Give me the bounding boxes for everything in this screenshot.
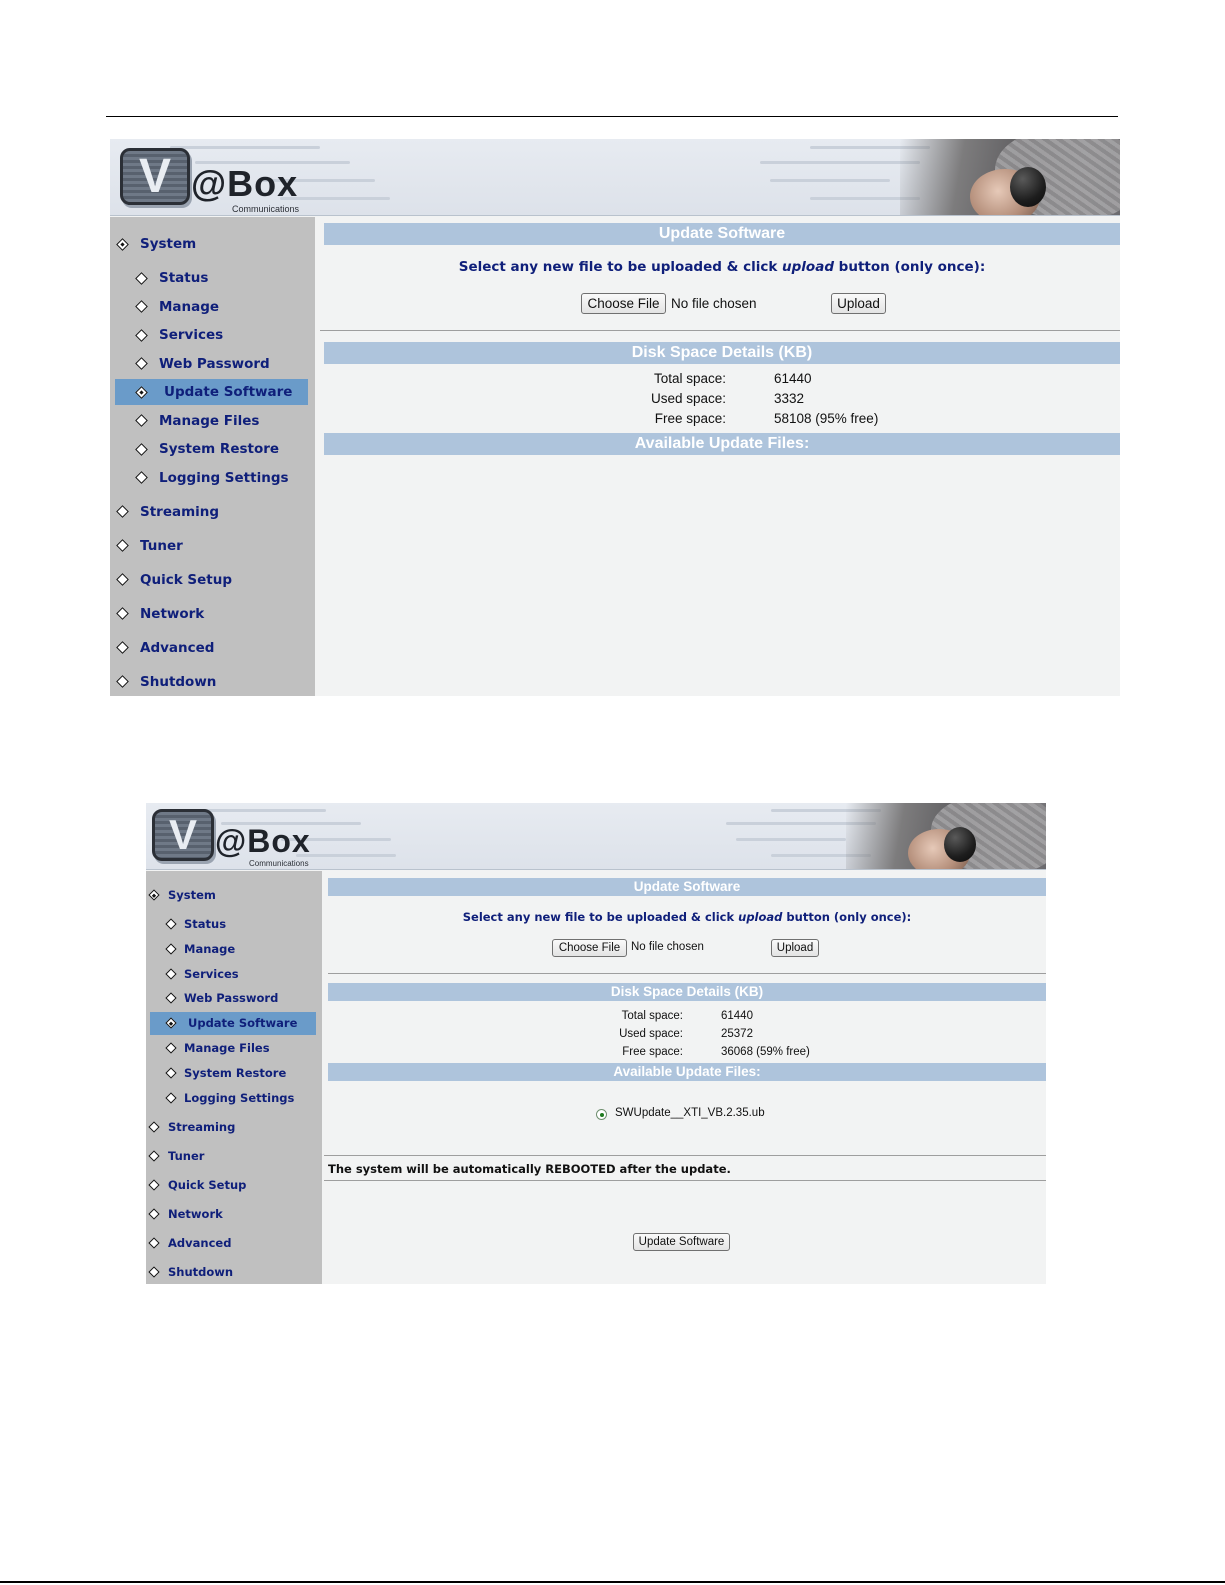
banner-photo: [900, 139, 1120, 215]
available-files-title: Available Update Files:: [324, 433, 1120, 455]
update-file-radio[interactable]: [596, 1109, 607, 1120]
diamond-icon: [135, 414, 148, 427]
sidebar-item-label: System Restore: [184, 1065, 287, 1080]
screenshot-before-upload: [110, 139, 1120, 696]
sidebar-item-advanced[interactable]: [146, 1231, 322, 1254]
sidebar-item-label: Status: [159, 270, 209, 286]
disk-labels: [596, 369, 726, 429]
divider: [328, 973, 1046, 974]
sidebar-item-label: Streaming: [140, 503, 220, 520]
section-title: Update Software: [324, 223, 1120, 245]
diamond-icon: [165, 1042, 176, 1053]
disk-space-title: Disk Space Details (KB): [324, 342, 1120, 364]
logo-mark: V: [152, 809, 214, 861]
diamond-icon: [116, 238, 129, 251]
sidebar-item-label: Manage Files: [159, 412, 260, 429]
choose-file-button[interactable]: Choose File: [552, 939, 627, 957]
used-space-label: Used space:: [619, 1028, 683, 1040]
sidebar-item-label: Streaming: [168, 1119, 236, 1134]
sidebar-item-label: Manage: [159, 298, 220, 315]
sidebar-item-label: Logging Settings: [159, 469, 289, 486]
diamond-icon: [165, 993, 176, 1004]
section-title: Update Software: [328, 878, 1046, 896]
sidebar-item-label: Shutdown: [140, 673, 217, 690]
sidebar-item-label: Network: [140, 605, 205, 622]
disk-values: [721, 1007, 810, 1061]
diamond-icon: [135, 471, 148, 484]
diamond-icon: [148, 1266, 159, 1277]
sidebar-item-tuner[interactable]: [110, 533, 315, 559]
sidebar-item-system[interactable]: [110, 231, 315, 257]
available-files-title: Available Update Files:: [328, 1063, 1046, 1081]
sidebar-item-manage-files[interactable]: [110, 408, 315, 434]
sidebar-item-shutdown[interactable]: [146, 1260, 322, 1283]
sidebar-item-services[interactable]: [146, 962, 322, 985]
sidebar-item-label: Web Password: [159, 355, 270, 372]
sidebar-item-logging-settings[interactable]: [146, 1086, 322, 1109]
page-top-rule: [106, 116, 1118, 117]
header-banner: [146, 803, 1046, 870]
header-banner: [110, 139, 1120, 216]
sidebar-item-system-restore[interactable]: [146, 1061, 322, 1084]
sidebar-item-label: Network: [168, 1206, 223, 1221]
sidebar-item-label: Tuner: [168, 1148, 205, 1163]
diamond-icon: [116, 675, 129, 688]
divider: [324, 1155, 1046, 1156]
disk-space-title: Disk Space Details (KB): [328, 983, 1046, 1001]
diamond-icon: [135, 386, 148, 399]
diamond-icon: [148, 1179, 159, 1190]
diamond-icon: [116, 505, 129, 518]
sidebar-item-label: Web Password: [184, 991, 279, 1006]
diamond-icon: [165, 968, 176, 979]
diamond-icon: [165, 943, 176, 954]
sidebar-item-services[interactable]: [110, 322, 315, 348]
diamond-icon: [148, 1121, 159, 1132]
divider: [320, 330, 1120, 331]
sidebar-item-label: Advanced: [168, 1235, 232, 1250]
diamond-icon: [165, 918, 176, 929]
diamond-icon: [148, 889, 159, 900]
used-space-value: 3332: [774, 391, 805, 406]
total-space-value: 61440: [721, 1010, 753, 1022]
used-space-value: 25372: [721, 1028, 753, 1040]
sidebar-item-label: System: [140, 236, 197, 252]
upload-instructions: Select any new file to be uploaded & click upload button (only once):: [458, 259, 986, 275]
sidebar-item-streaming[interactable]: [146, 1115, 322, 1138]
sidebar-item-label: Tuner: [140, 537, 183, 554]
sidebar-item-manage[interactable]: [110, 294, 315, 320]
upload-button[interactable]: Upload: [771, 939, 819, 957]
disk-values: [774, 369, 878, 429]
sidebar-item-manage[interactable]: [146, 937, 322, 960]
sidebar: [146, 871, 322, 1284]
sidebar-item-status[interactable]: [146, 913, 322, 936]
sidebar: [110, 217, 315, 696]
used-space-label: Used space:: [650, 391, 726, 406]
diamond-icon: [135, 357, 148, 370]
sidebar-item-shutdown[interactable]: [110, 669, 315, 695]
free-space-value: 36068 (59% free): [721, 1046, 810, 1058]
sidebar-item-update-software[interactable]: [150, 1012, 316, 1035]
sidebar-item-label: Status: [184, 917, 227, 931]
divider: [324, 1180, 1046, 1181]
sidebar-item-web-password[interactable]: [110, 351, 315, 377]
reboot-notice: The system will be automatically REBOOTED after the update.: [328, 1162, 731, 1176]
diamond-icon: [116, 641, 129, 654]
diamond-icon: [135, 272, 148, 285]
logo-tagline: Communications: [232, 204, 300, 214]
free-space-label: Free space:: [654, 411, 726, 426]
logo-tagline: Communications: [249, 859, 309, 868]
sidebar-item-system-restore[interactable]: [110, 436, 315, 462]
sidebar-item-advanced[interactable]: [110, 635, 315, 661]
sidebar-item-label: Update Software: [188, 1016, 298, 1031]
sidebar-item-web-password[interactable]: [146, 987, 322, 1010]
banner-photo: [846, 803, 1046, 869]
diamond-icon: [148, 1208, 159, 1219]
update-software-button[interactable]: Update Software: [633, 1233, 730, 1251]
sidebar-item-label: Quick Setup: [168, 1177, 247, 1192]
sidebar-item-quick-setup[interactable]: [110, 567, 315, 593]
sidebar-item-update-software[interactable]: [115, 379, 308, 405]
diamond-icon: [116, 573, 129, 586]
logo-name: @Box: [215, 823, 311, 859]
diamond-icon: [135, 443, 148, 456]
sidebar-item-network[interactable]: [110, 601, 315, 627]
logo-mark: V: [120, 148, 190, 205]
diamond-icon: [135, 329, 148, 342]
sidebar-item-system[interactable]: [146, 884, 322, 907]
sidebar-item-label: Advanced: [140, 639, 215, 656]
sidebar-item-label: Services: [159, 327, 224, 343]
free-space-value: 58108 (95% free): [774, 411, 879, 426]
diamond-icon: [116, 607, 129, 620]
update-file-name: SWUpdate__XTI_VB.2.35.ub: [615, 1107, 765, 1119]
sidebar-item-label: Services: [184, 966, 239, 981]
diamond-icon: [148, 1237, 159, 1248]
page-bottom-rule: [0, 1581, 1225, 1583]
sidebar-item-label: Manage: [184, 941, 236, 956]
sidebar-item-tuner[interactable]: [146, 1144, 322, 1167]
free-space-label: Free space:: [622, 1046, 683, 1058]
sidebar-item-label: Update Software: [164, 384, 293, 400]
screenshot-with-update-file: [146, 803, 1046, 1284]
sidebar-item-network[interactable]: [146, 1202, 322, 1225]
disk-labels: [568, 1007, 683, 1061]
diamond-icon: [165, 1067, 176, 1078]
diamond-icon: [148, 1150, 159, 1161]
sidebar-item-label: System: [168, 888, 216, 902]
sidebar-item-label: Shutdown: [168, 1264, 234, 1279]
upload-instructions: Select any new file to be uploaded & click upload button (only once):: [462, 910, 912, 924]
total-space-label: Total space:: [621, 1010, 683, 1022]
sidebar-item-label: Logging Settings: [184, 1090, 295, 1105]
sidebar-item-label: Quick Setup: [140, 571, 233, 588]
file-status-text: No file chosen: [671, 296, 757, 311]
main-content: [324, 217, 1120, 696]
sidebar-item-label: Manage Files: [184, 1041, 270, 1055]
diamond-icon: [135, 300, 148, 313]
sidebar-item-manage-files[interactable]: [146, 1037, 322, 1060]
upload-button[interactable]: Upload: [831, 293, 886, 314]
total-space-label: Total space:: [653, 371, 726, 386]
sidebar-item-streaming[interactable]: [110, 499, 315, 525]
sidebar-item-quick-setup[interactable]: [146, 1173, 322, 1196]
diamond-icon: [116, 539, 129, 552]
diamond-icon: [165, 1092, 176, 1103]
total-space-value: 61440: [774, 371, 812, 386]
main-content: [328, 871, 1046, 1284]
diamond-icon: [165, 1018, 176, 1029]
sidebar-item-logging-settings[interactable]: [110, 465, 315, 491]
sidebar-item-label: System Restore: [159, 441, 280, 457]
logo-name: @Box: [191, 163, 299, 204]
choose-file-button[interactable]: Choose File: [581, 293, 666, 314]
file-status-text: No file chosen: [631, 941, 704, 953]
sidebar-item-status[interactable]: [110, 265, 315, 291]
